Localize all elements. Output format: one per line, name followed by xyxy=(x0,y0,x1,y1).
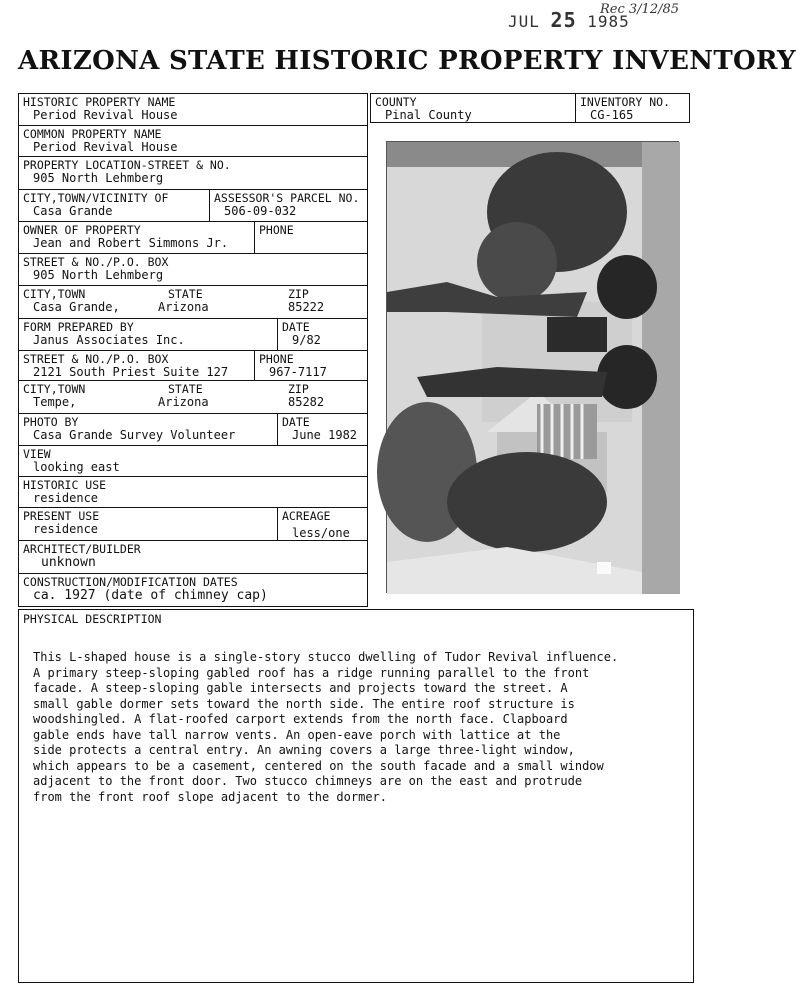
photo-date-field: DATE June 1982 xyxy=(277,413,368,446)
physical-description-section xyxy=(18,609,694,983)
city-vicinity-field: CITY,TOWN/VICINITY OF Casa Grande xyxy=(18,189,210,222)
historic-use-field: HISTORIC USE residence xyxy=(18,476,368,508)
photo-by-field: PHOTO BY Casa Grande Survey Volunteer xyxy=(18,413,278,446)
preparer-phone-field: PHONE 967-7117 xyxy=(254,350,368,381)
inventory-number-field: INVENTORY NO. CG-165 xyxy=(575,93,690,123)
assessor-parcel-field: ASSESSOR'S PARCEL NO. 506-09-032 xyxy=(209,189,368,222)
form-title: ARIZONA STATE HISTORIC PROPERTY INVENTORY xyxy=(18,46,796,76)
preparer-city-field: CITY,TOWN STATE ZIP Tempe, Arizona 85282 xyxy=(18,380,368,414)
owner-street-field: STREET & NO./P.O. BOX 905 North Lehmberg xyxy=(18,253,368,286)
handwritten-note: Rec 3/12/85 xyxy=(600,2,680,17)
acreage-field: ACREAGE less/one xyxy=(277,507,368,541)
owner-city-field: CITY,TOWN STATE ZIP Casa Grande, Arizona 85222 xyxy=(18,285,368,319)
preparer-street-field: STREET & NO./P.O. BOX 2121 South Priest Suite 127 xyxy=(18,350,255,381)
owner-phone-field: PHONE xyxy=(254,221,368,254)
present-use-field: PRESENT USE residence xyxy=(18,507,278,541)
received-date-stamp: JUL 25 1985 xyxy=(508,8,630,32)
historic-name-field: HISTORIC PROPERTY NAME Period Revival House xyxy=(18,93,368,126)
common-name-field: COMMON PROPERTY NAME Period Revival House xyxy=(18,125,368,157)
architect-field: ARCHITECT/BUILDER unknown xyxy=(18,540,368,574)
prepared-date-field: DATE 9/82 xyxy=(277,318,368,351)
physical-description-label: PHYSICAL DESCRIPTION xyxy=(23,612,162,626)
owner-field: OWNER OF PROPERTY Jean and Robert Simmons Jr. xyxy=(18,221,255,254)
construction-dates-field: CONSTRUCTION/MODIFICATION DATES ca. 1927 (date of chimney cap) xyxy=(18,573,368,607)
property-location-field: PROPERTY LOCATION-STREET & NO. 905 North Lehmberg xyxy=(18,156,368,190)
county-field: COUNTY Pinal County xyxy=(370,93,576,123)
view-field: VIEW looking east xyxy=(18,445,368,477)
physical-description-text: This L-shaped house is a single-story stucco dwelling of Tudor Revival influence. A primary steep-sloping gabled roof has a ridge running parallel to the front facade. A steep-sloping gable intersects and projects toward the street. A small gable dormer sets toward the north side. The entire roof structure is woodshingled. A flat-roofed carport extends from the north face. Clapboard gable ends have tall narrow vents. An open-eave porch with lattice at the side protects a central entry. An awning covers a large three-light window, which appears to be a casement, centered on the south facade and a small window adjacent to the front door. Two stucco chimneys are on the east and protrude from the front roof slope adjacent to the dormer. xyxy=(33,650,619,804)
prepared-by-field: FORM PREPARED BY Janus Associates Inc. xyxy=(18,318,278,351)
property-photograph xyxy=(386,141,679,593)
